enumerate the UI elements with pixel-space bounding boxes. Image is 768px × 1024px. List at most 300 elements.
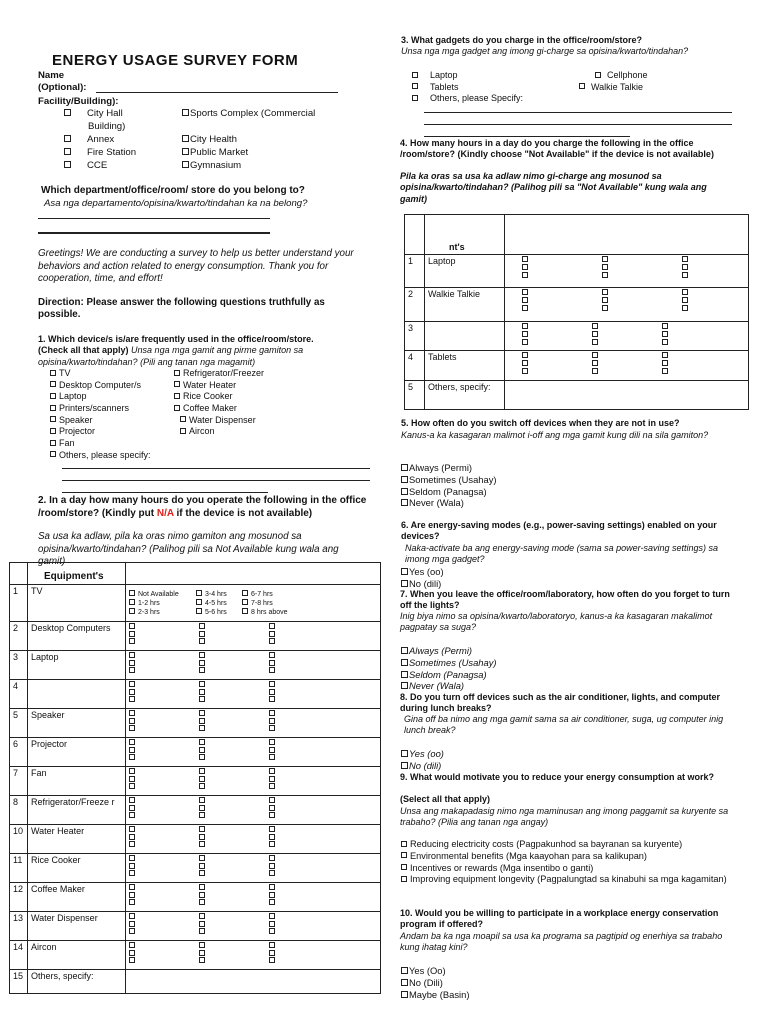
checkbox[interactable] bbox=[401, 876, 407, 882]
facility-option[interactable]: Gymnasium bbox=[182, 160, 362, 173]
checkbox[interactable] bbox=[50, 370, 56, 376]
facility-option[interactable]: CCE bbox=[64, 160, 184, 173]
check-option[interactable]: Environmental benefits (Mga kaayohan para sa kalikupan) bbox=[401, 851, 741, 863]
check-option[interactable]: Reducing electricity costs (Pagpakunhod sa bayranan sa kuryente) bbox=[401, 839, 741, 851]
checkbox[interactable] bbox=[269, 957, 275, 963]
radio-option[interactable]: Yes (Oo) bbox=[401, 965, 469, 977]
gadget-option[interactable]: Others, please Specify: bbox=[412, 93, 523, 105]
checkbox[interactable] bbox=[269, 776, 275, 782]
checkbox[interactable] bbox=[269, 689, 275, 695]
checkbox[interactable] bbox=[199, 689, 205, 695]
checkbox[interactable] bbox=[592, 339, 598, 345]
checkbox[interactable] bbox=[129, 710, 135, 716]
q2-hours-table bbox=[9, 562, 381, 994]
radio-option[interactable]: Maybe (Basin) bbox=[401, 989, 469, 1001]
checkbox[interactable] bbox=[199, 797, 205, 803]
checkbox[interactable] bbox=[180, 428, 186, 434]
q1-specify-line-1[interactable] bbox=[62, 468, 370, 469]
checkbox[interactable] bbox=[592, 323, 598, 329]
gadget-option[interactable]: Cellphone bbox=[579, 70, 648, 82]
checkbox[interactable] bbox=[401, 852, 407, 858]
q1-devices-col1 bbox=[50, 368, 151, 462]
checkbox[interactable] bbox=[129, 841, 135, 847]
checkbox[interactable] bbox=[269, 913, 275, 919]
checkbox[interactable] bbox=[199, 660, 205, 666]
checkbox[interactable] bbox=[199, 884, 205, 890]
checkbox[interactable] bbox=[522, 323, 528, 329]
checkbox[interactable] bbox=[182, 109, 189, 116]
checkbox[interactable] bbox=[199, 768, 205, 774]
checkbox[interactable] bbox=[129, 797, 135, 803]
row-equipment: Water Heater bbox=[28, 825, 126, 854]
checkbox[interactable] bbox=[269, 725, 275, 731]
checkbox[interactable] bbox=[199, 681, 205, 687]
row-equipment: Projector bbox=[28, 738, 126, 767]
checkbox[interactable] bbox=[129, 608, 135, 614]
table-row bbox=[10, 883, 381, 912]
row-equipment: Tablets bbox=[425, 351, 505, 381]
radio-option[interactable]: Never (Wala) bbox=[401, 680, 497, 692]
q9-text: 9. What would motivate you to reduce your energy consumption at work? bbox=[400, 772, 715, 782]
checkbox[interactable] bbox=[129, 928, 135, 934]
row-equipment: Rice Cooker bbox=[28, 854, 126, 883]
checkbox[interactable] bbox=[64, 161, 71, 168]
radio-option[interactable]: Seldom (Panagsa) bbox=[401, 486, 497, 498]
q10-options bbox=[401, 965, 469, 1000]
checkbox[interactable] bbox=[129, 921, 135, 927]
checkbox[interactable] bbox=[199, 913, 205, 919]
device-option[interactable]: Water Heater bbox=[174, 380, 264, 392]
checkbox[interactable] bbox=[199, 776, 205, 782]
q7-options bbox=[401, 645, 497, 692]
hours-options bbox=[126, 651, 381, 680]
checkbox[interactable] bbox=[269, 710, 275, 716]
checkbox[interactable] bbox=[269, 834, 275, 840]
checkbox[interactable] bbox=[662, 360, 668, 366]
table-row bbox=[405, 255, 749, 288]
q4-bisaya: Pila ka oras sa usa ka adlaw nimo gi-charge ang mosunod sa opisina/kwarto/tindahan? (Palihog pili sa "Not Available" kung wala ang gamit) bbox=[400, 171, 707, 204]
checkbox[interactable] bbox=[182, 148, 189, 155]
checkbox[interactable] bbox=[199, 841, 205, 847]
checkbox[interactable] bbox=[64, 135, 71, 142]
q3-specify-line-1[interactable] bbox=[424, 112, 732, 113]
checkbox[interactable] bbox=[522, 272, 528, 278]
checkbox[interactable] bbox=[682, 289, 688, 295]
checkbox[interactable] bbox=[522, 289, 528, 295]
checkbox[interactable] bbox=[662, 339, 668, 345]
checkbox[interactable] bbox=[64, 148, 71, 155]
row-equipment bbox=[28, 680, 126, 709]
row-equipment bbox=[425, 322, 505, 351]
row-equipment: Speaker bbox=[28, 709, 126, 738]
checkbox[interactable] bbox=[199, 855, 205, 861]
table-row bbox=[10, 709, 381, 738]
radio-option[interactable]: Seldom (Panagsa) bbox=[401, 669, 497, 681]
device-option[interactable]: Projector bbox=[50, 426, 151, 438]
facility-option[interactable]: Sports Complex (Commercial bbox=[182, 108, 362, 134]
checkbox[interactable] bbox=[269, 805, 275, 811]
device-option[interactable]: Water Dispenser bbox=[174, 415, 264, 427]
checkbox[interactable] bbox=[682, 272, 688, 278]
radio-option[interactable]: No (dili) bbox=[401, 760, 444, 772]
checkbox[interactable] bbox=[199, 710, 205, 716]
name-field[interactable] bbox=[96, 92, 338, 93]
checkbox[interactable] bbox=[129, 805, 135, 811]
device-option[interactable]: TV bbox=[50, 368, 151, 380]
checkbox[interactable] bbox=[199, 942, 205, 948]
device-option[interactable]: Speaker bbox=[50, 415, 151, 427]
checkbox[interactable] bbox=[269, 696, 275, 702]
checkbox[interactable] bbox=[129, 768, 135, 774]
table-row bbox=[10, 796, 381, 825]
row-equipment: Fan bbox=[28, 767, 126, 796]
checkbox[interactable] bbox=[269, 623, 275, 629]
checkbox[interactable] bbox=[242, 590, 248, 596]
checkbox[interactable] bbox=[129, 631, 135, 637]
checkbox[interactable] bbox=[522, 368, 528, 374]
checkbox[interactable] bbox=[401, 671, 408, 678]
q5-bisaya: Kanus-a ka kasagaran malimot i-off ang mga gamit kung dili na sila gamiton? bbox=[401, 430, 709, 440]
facility-option[interactable]: City Health bbox=[182, 134, 362, 147]
q1-block bbox=[38, 334, 370, 368]
checkbox[interactable] bbox=[269, 921, 275, 927]
checkbox[interactable] bbox=[242, 608, 248, 614]
checkbox[interactable] bbox=[129, 783, 135, 789]
facility-option-cont: Building) bbox=[88, 121, 126, 132]
checkbox[interactable] bbox=[199, 899, 205, 905]
checkbox[interactable] bbox=[129, 913, 135, 919]
checkbox[interactable] bbox=[269, 739, 275, 745]
row-equipment: Desktop Computers bbox=[28, 622, 126, 651]
device-option[interactable]: Refrigerator/Freezer bbox=[174, 368, 264, 380]
checkbox[interactable] bbox=[129, 754, 135, 760]
checkbox[interactable] bbox=[592, 331, 598, 337]
checkbox[interactable] bbox=[199, 950, 205, 956]
checkbox[interactable] bbox=[269, 718, 275, 724]
hours-options bbox=[126, 767, 381, 796]
checkbox[interactable] bbox=[199, 812, 205, 818]
dept-question: Which department/office/room/ store do you belong to? bbox=[41, 185, 305, 196]
checkbox[interactable] bbox=[269, 884, 275, 890]
checkbox[interactable] bbox=[196, 599, 202, 605]
checkbox[interactable] bbox=[129, 718, 135, 724]
checkbox[interactable] bbox=[199, 667, 205, 673]
radio-option[interactable]: Sometimes (Usahay) bbox=[401, 474, 497, 486]
radio-option[interactable]: Always (Permi) bbox=[401, 462, 497, 474]
checkbox[interactable] bbox=[592, 360, 598, 366]
facility-option[interactable]: Fire Station bbox=[64, 147, 184, 160]
facility-option[interactable]: Annex bbox=[64, 134, 184, 147]
checkbox[interactable] bbox=[401, 762, 408, 769]
checkbox[interactable] bbox=[682, 256, 688, 262]
checkbox[interactable] bbox=[269, 681, 275, 687]
checkbox[interactable] bbox=[129, 660, 135, 666]
checkbox[interactable] bbox=[269, 631, 275, 637]
device-option[interactable]: Desktop Computer/s bbox=[50, 380, 151, 392]
checkbox[interactable] bbox=[662, 331, 668, 337]
checkbox[interactable] bbox=[522, 305, 528, 311]
checkbox[interactable] bbox=[522, 352, 528, 358]
checkbox[interactable] bbox=[50, 428, 56, 434]
checkbox[interactable] bbox=[401, 967, 408, 974]
device-option[interactable]: Printers/scanners bbox=[50, 403, 151, 415]
checkbox[interactable] bbox=[401, 476, 408, 483]
checkbox[interactable] bbox=[269, 812, 275, 818]
radio-option[interactable]: No (dili) bbox=[401, 578, 444, 590]
checkbox[interactable] bbox=[129, 834, 135, 840]
row-number: 7 bbox=[10, 767, 28, 796]
checkbox[interactable] bbox=[269, 797, 275, 803]
q9-select: (Select all that apply) bbox=[400, 794, 491, 804]
row-equipment: Laptop bbox=[425, 255, 505, 288]
checkbox[interactable] bbox=[579, 83, 585, 89]
checkbox[interactable] bbox=[269, 783, 275, 789]
radio-option[interactable]: Always (Permi) bbox=[401, 645, 497, 657]
checkbox[interactable] bbox=[682, 264, 688, 270]
row-number: 4 bbox=[405, 351, 425, 381]
checkbox[interactable] bbox=[412, 95, 418, 101]
checkbox[interactable] bbox=[269, 899, 275, 905]
checkbox[interactable] bbox=[50, 393, 56, 399]
checkbox[interactable] bbox=[592, 368, 598, 374]
checkbox[interactable] bbox=[129, 681, 135, 687]
facility-option[interactable]: City Hall bbox=[64, 108, 184, 121]
facility-list-col1 bbox=[64, 108, 184, 173]
checkbox[interactable] bbox=[602, 272, 608, 278]
checkbox[interactable] bbox=[269, 826, 275, 832]
radio-option[interactable]: Sometimes (Usahay) bbox=[401, 657, 497, 669]
radio-option[interactable]: Yes (oo) bbox=[401, 748, 444, 760]
check-option[interactable]: Incentives or rewards (Mga insentibo o ganti) bbox=[401, 863, 741, 875]
checkbox[interactable] bbox=[401, 488, 408, 495]
checkbox[interactable] bbox=[129, 689, 135, 695]
checkbox[interactable] bbox=[602, 297, 608, 303]
checkbox[interactable] bbox=[180, 416, 186, 422]
checkbox[interactable] bbox=[522, 297, 528, 303]
checkbox[interactable] bbox=[129, 899, 135, 905]
q1-specify-line-3[interactable] bbox=[62, 492, 268, 493]
q3-specify-line-3[interactable] bbox=[424, 136, 630, 137]
device-option[interactable]: Rice Cooker bbox=[174, 391, 264, 403]
checkbox[interactable] bbox=[401, 750, 408, 757]
q7-bisaya: Inig biya nimo sa opisina/kwarto/laboratoryo, kanus-a ka kasagaran makalimot pagpatay sa suga? bbox=[400, 611, 713, 633]
q4-charging-table bbox=[404, 214, 749, 410]
check-option[interactable]: Improving equipment longevity (Pagpalungtad sa kinabuhi sa mga kagamitan) bbox=[401, 874, 741, 886]
checkbox[interactable] bbox=[196, 608, 202, 614]
checkbox[interactable] bbox=[199, 623, 205, 629]
row-number: 3 bbox=[10, 651, 28, 680]
device-option[interactable]: Coffee Maker bbox=[174, 403, 264, 415]
checkbox[interactable] bbox=[50, 451, 56, 457]
checkbox[interactable] bbox=[269, 754, 275, 760]
checkbox[interactable] bbox=[50, 416, 56, 422]
row-number: 14 bbox=[10, 941, 28, 970]
gadget-option[interactable]: Laptop bbox=[412, 70, 523, 82]
checkbox[interactable] bbox=[199, 631, 205, 637]
checkbox[interactable] bbox=[269, 855, 275, 861]
checkbox[interactable] bbox=[196, 590, 202, 596]
checkbox[interactable] bbox=[129, 725, 135, 731]
checkbox[interactable] bbox=[129, 747, 135, 753]
q3-specify-line-2[interactable] bbox=[424, 124, 732, 125]
checkbox[interactable] bbox=[199, 892, 205, 898]
q8-bisaya: Gina off ba nimo ang mga gamit sama sa air conditioner, suga, ug computer inig lunch break? bbox=[404, 714, 724, 736]
checkbox[interactable] bbox=[401, 580, 408, 587]
checkbox[interactable] bbox=[522, 331, 528, 337]
checkbox[interactable] bbox=[50, 440, 56, 446]
checkbox[interactable] bbox=[129, 590, 135, 596]
gadget-option[interactable]: Walkie Talkie bbox=[579, 82, 648, 94]
checkbox[interactable] bbox=[129, 942, 135, 948]
checkbox[interactable] bbox=[602, 256, 608, 262]
q10-text: 10. Would you be willing to participate in a workplace energy conservation program if offered? bbox=[400, 908, 719, 930]
checkbox[interactable] bbox=[199, 783, 205, 789]
checkbox[interactable] bbox=[522, 339, 528, 345]
checkbox[interactable] bbox=[269, 870, 275, 876]
radio-option[interactable]: Yes (oo) bbox=[401, 566, 444, 578]
checkbox[interactable] bbox=[199, 863, 205, 869]
checkbox[interactable] bbox=[199, 754, 205, 760]
checkbox[interactable] bbox=[682, 297, 688, 303]
checkbox[interactable] bbox=[401, 659, 408, 666]
checkbox[interactable] bbox=[50, 405, 56, 411]
checkbox[interactable] bbox=[64, 109, 71, 116]
checkbox[interactable] bbox=[129, 599, 135, 605]
checkbox[interactable] bbox=[129, 870, 135, 876]
checkbox[interactable] bbox=[129, 957, 135, 963]
checkbox[interactable] bbox=[269, 863, 275, 869]
checkbox[interactable] bbox=[199, 747, 205, 753]
q2-header-num bbox=[10, 563, 28, 585]
checkbox[interactable] bbox=[129, 696, 135, 702]
checkbox[interactable] bbox=[199, 805, 205, 811]
checkbox[interactable] bbox=[662, 368, 668, 374]
checkbox[interactable] bbox=[129, 950, 135, 956]
table-row bbox=[10, 622, 381, 651]
checkbox[interactable] bbox=[401, 841, 407, 847]
checkbox[interactable] bbox=[401, 568, 408, 575]
checkbox[interactable] bbox=[199, 834, 205, 840]
checkbox[interactable] bbox=[199, 921, 205, 927]
q1-specify-line-2[interactable] bbox=[62, 480, 370, 481]
checkbox[interactable] bbox=[412, 83, 418, 89]
row-number: 13 bbox=[10, 912, 28, 941]
checkbox[interactable] bbox=[592, 352, 598, 358]
radio-option[interactable]: No (Dili) bbox=[401, 977, 469, 989]
checkbox[interactable] bbox=[129, 812, 135, 818]
checkbox[interactable] bbox=[522, 264, 528, 270]
checkbox[interactable] bbox=[174, 393, 180, 399]
checkbox[interactable] bbox=[602, 289, 608, 295]
checkbox[interactable] bbox=[242, 599, 248, 605]
dept-answer-line-2[interactable] bbox=[38, 232, 270, 234]
checkbox[interactable] bbox=[401, 864, 407, 870]
checkbox[interactable] bbox=[129, 623, 135, 629]
checkbox[interactable] bbox=[269, 768, 275, 774]
checkbox[interactable] bbox=[129, 884, 135, 890]
checkbox[interactable] bbox=[662, 352, 668, 358]
checkbox[interactable] bbox=[602, 264, 608, 270]
device-option[interactable]: Laptop bbox=[50, 391, 151, 403]
gadget-option[interactable]: Tablets bbox=[412, 82, 523, 94]
checkbox[interactable] bbox=[269, 747, 275, 753]
device-option[interactable]: Aircon bbox=[174, 426, 264, 438]
checkbox[interactable] bbox=[522, 256, 528, 262]
checkbox[interactable] bbox=[129, 739, 135, 745]
checkbox[interactable] bbox=[412, 72, 418, 78]
checkbox[interactable] bbox=[682, 305, 688, 311]
checkbox[interactable] bbox=[595, 72, 601, 78]
radio-option[interactable]: Never (Wala) bbox=[401, 497, 497, 509]
checkbox[interactable] bbox=[129, 892, 135, 898]
checkbox[interactable] bbox=[199, 725, 205, 731]
checkbox[interactable] bbox=[269, 950, 275, 956]
checkbox[interactable] bbox=[129, 638, 135, 644]
q4-header-hours bbox=[505, 215, 749, 255]
checkbox[interactable] bbox=[662, 323, 668, 329]
device-option[interactable]: Fan bbox=[50, 438, 151, 450]
checkbox[interactable] bbox=[401, 979, 408, 986]
checkbox[interactable] bbox=[129, 652, 135, 658]
checkbox[interactable] bbox=[182, 135, 189, 142]
dept-answer-line-1[interactable] bbox=[38, 218, 270, 219]
hours-options: Not Available 1-2 hrs 2-3 hrs 3-4 hrs 4-5 hrs 5-6 hrs 6-7 hrs 7-8 hrs 8 hrs above bbox=[126, 585, 381, 622]
checkbox[interactable] bbox=[602, 305, 608, 311]
hours-options bbox=[126, 622, 381, 651]
checkbox[interactable] bbox=[269, 841, 275, 847]
facility-label: Facility/Building): bbox=[38, 96, 119, 107]
checkbox[interactable] bbox=[522, 360, 528, 366]
checkbox[interactable] bbox=[199, 638, 205, 644]
checkbox[interactable] bbox=[199, 696, 205, 702]
checkbox[interactable] bbox=[199, 718, 205, 724]
checkbox[interactable] bbox=[50, 381, 56, 387]
checkbox[interactable] bbox=[269, 667, 275, 673]
checkbox[interactable] bbox=[129, 667, 135, 673]
checkbox[interactable] bbox=[269, 660, 275, 666]
checkbox[interactable] bbox=[174, 381, 180, 387]
checkbox[interactable] bbox=[401, 499, 408, 506]
device-option[interactable]: Others, please specify: bbox=[50, 450, 151, 462]
checkbox[interactable] bbox=[401, 991, 408, 998]
checkbox[interactable] bbox=[129, 863, 135, 869]
checkbox[interactable] bbox=[199, 652, 205, 658]
table-row bbox=[10, 767, 381, 796]
checkbox[interactable] bbox=[174, 405, 180, 411]
row-number: 2 bbox=[405, 288, 425, 322]
facility-option[interactable]: Public Market bbox=[182, 147, 362, 160]
checkbox[interactable] bbox=[129, 776, 135, 782]
checkbox[interactable] bbox=[199, 957, 205, 963]
checkbox[interactable] bbox=[199, 870, 205, 876]
checkbox[interactable] bbox=[174, 370, 180, 376]
checkbox[interactable] bbox=[199, 826, 205, 832]
checkbox[interactable] bbox=[182, 161, 189, 168]
checkbox[interactable] bbox=[129, 826, 135, 832]
checkbox[interactable] bbox=[401, 464, 408, 471]
checkbox[interactable] bbox=[199, 928, 205, 934]
checkbox[interactable] bbox=[269, 638, 275, 644]
checkbox[interactable] bbox=[199, 739, 205, 745]
checkbox[interactable] bbox=[269, 652, 275, 658]
checkbox[interactable] bbox=[269, 942, 275, 948]
table-row bbox=[405, 351, 749, 381]
checkbox[interactable] bbox=[129, 855, 135, 861]
checkbox[interactable] bbox=[401, 682, 408, 689]
checkbox[interactable] bbox=[269, 928, 275, 934]
checkbox[interactable] bbox=[269, 892, 275, 898]
checkbox[interactable] bbox=[401, 647, 408, 654]
